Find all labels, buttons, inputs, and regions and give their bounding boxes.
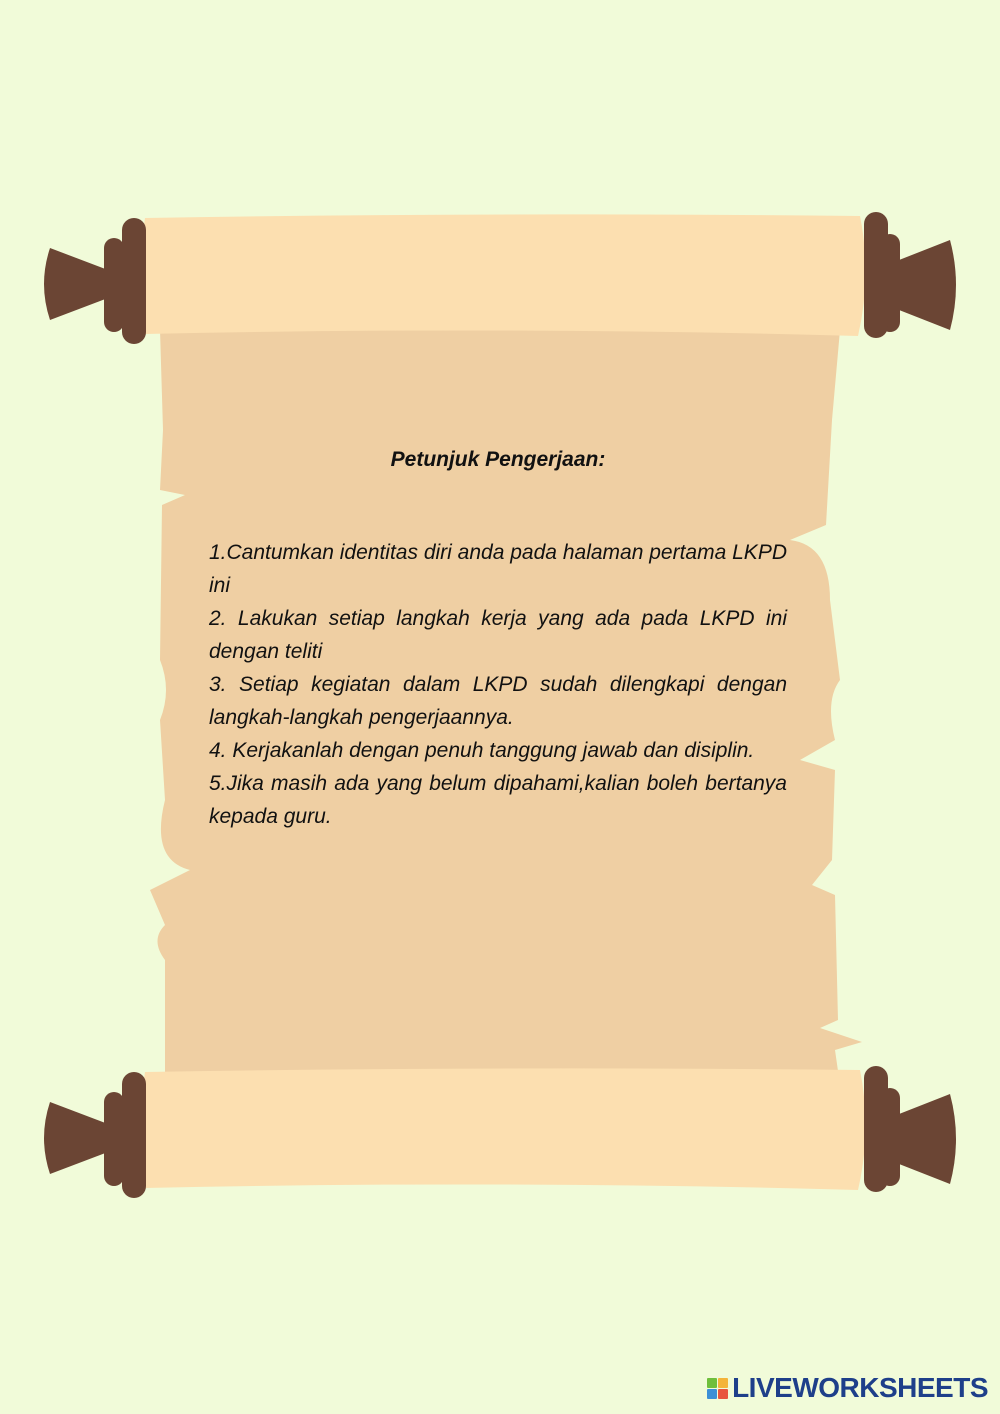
top-roll: [44, 212, 956, 344]
instructions-panel: [209, 448, 787, 833]
instruction-item-1: 1.Cantumkan identitas diri anda pada halaman pertama LKPD ini: [209, 541, 787, 597]
logo-text: LIVEWORKSHEETS: [732, 1372, 988, 1403]
instruction-item-5: 5.Jika masih ada yang belum dipahami,kalian boleh bertanya kepada guru.: [209, 772, 787, 828]
liveworksheets-logo-icon: [707, 1378, 728, 1399]
instruction-item-2: 2. Lakukan setiap langkah kerja yang ada pada LKPD ini dengan teliti: [209, 607, 787, 663]
bottom-roll: [44, 1066, 956, 1198]
page-title: Petunjuk Pengerjaan:: [390, 448, 606, 471]
instruction-item-4: 4. Kerjakanlah dengan penuh tanggung jawab dan disiplin.: [209, 739, 755, 762]
instruction-item-3: 3. Setiap kegiatan dalam LKPD sudah dilengkapi dengan langkah-langkah pengerjaannya.: [209, 673, 787, 729]
liveworksheets-logo: [707, 1372, 988, 1404]
